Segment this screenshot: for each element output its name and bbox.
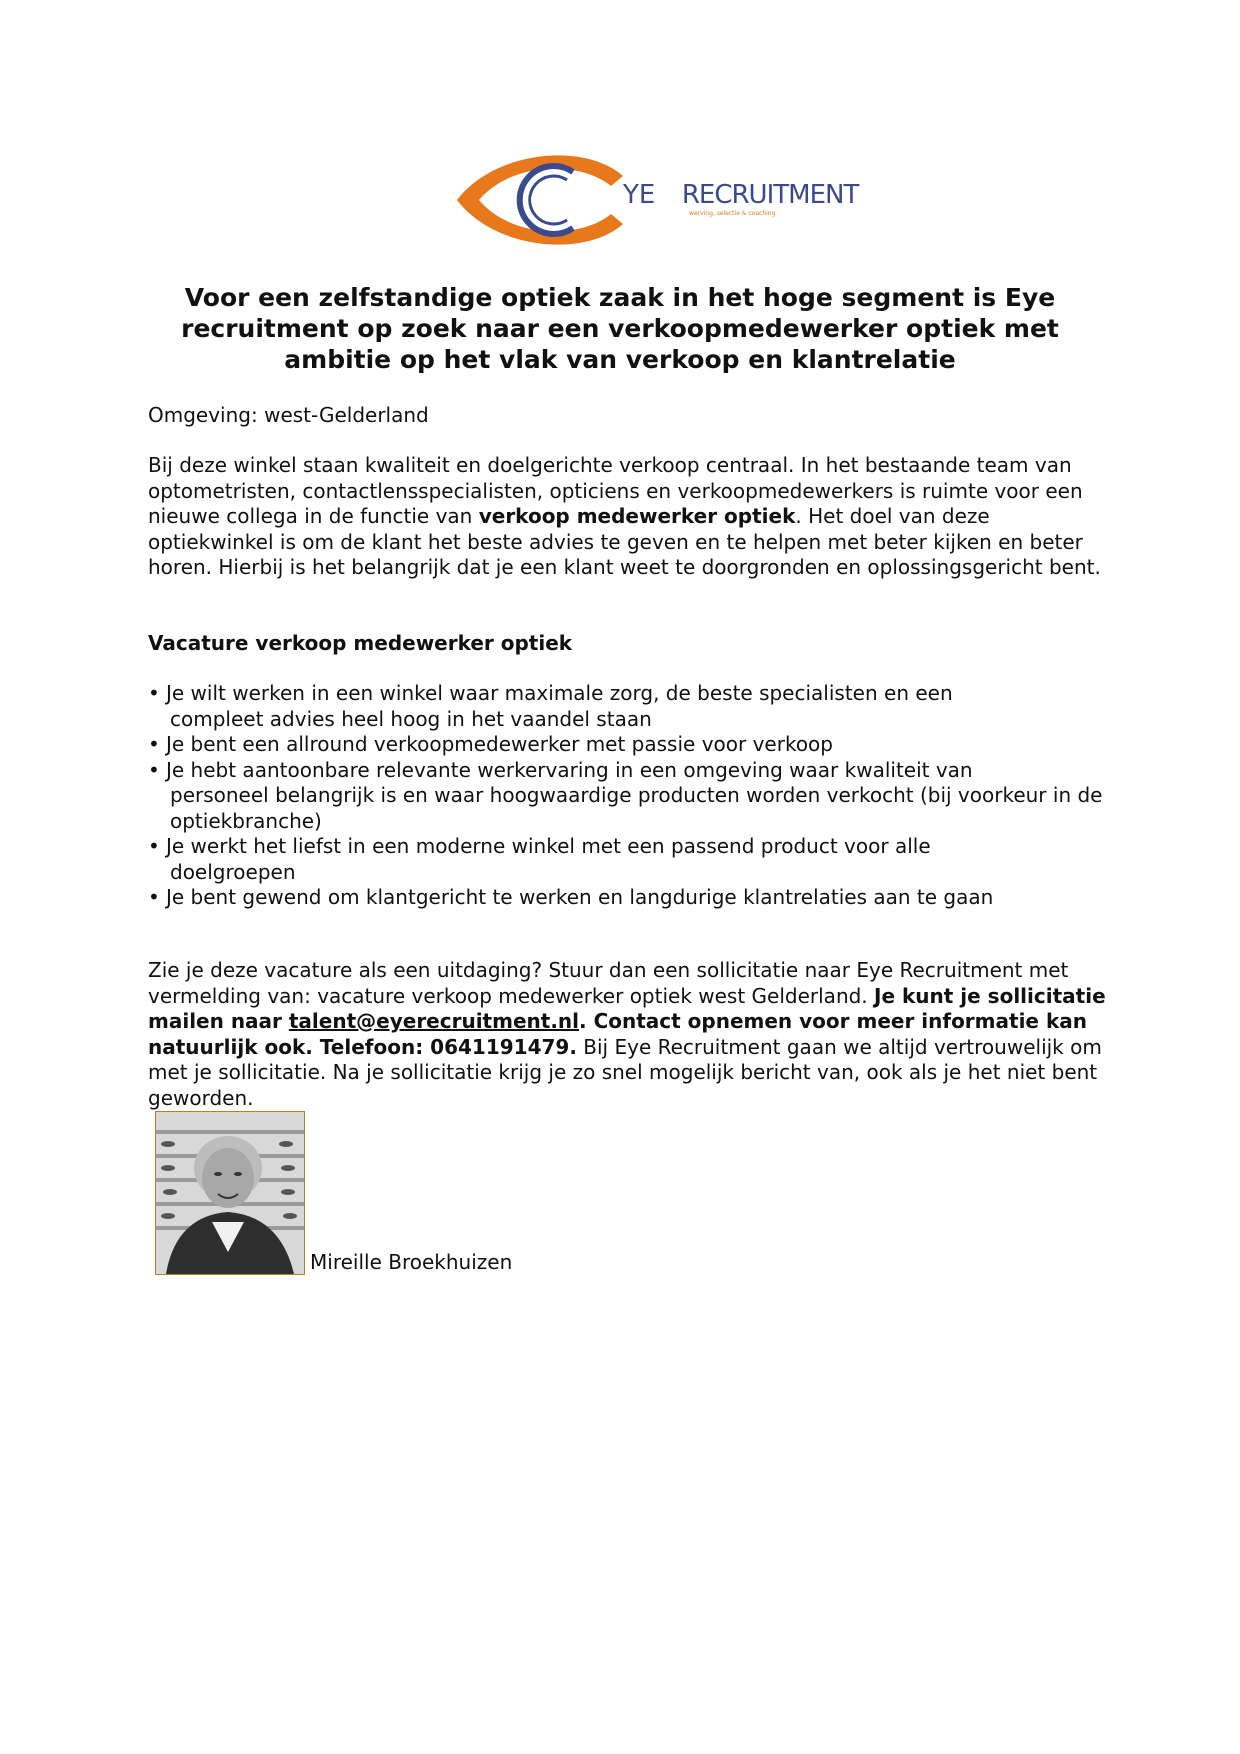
company-logo — [455, 146, 859, 254]
list-item-continuation: personeel belangrijk is en waar hoogwaardige producten worden verkocht (bij voorkeur in de optiekbranche) — [170, 783, 1103, 833]
location-text: Omgeving: west-Gelderland — [148, 403, 429, 427]
signature-name: Mireille Broekhuizen — [310, 1250, 513, 1274]
requirements-list — [148, 681, 1108, 911]
list-item — [148, 758, 1108, 835]
page-title: Voor een zelfstandige optiek zaak in het hoge segment is Eye recruitment op zoek naar een verkoopmedewerker optiek met ambitie op het vlak van verkoop en klantrelatie — [181, 283, 1059, 374]
logo-prefix: YE — [623, 180, 656, 210]
closing-text-2: Bij Eye Recruitment gaan we altijd vertrouwelijk om met je sollicitatie. Na je sollicitatie krijg je zo snel mogelijk bericht van, ook als je het niet bent geworden. — [148, 1034, 1102, 1110]
intro-text-1: Bij deze winkel staan kwaliteit en doelgerichte verkoop centraal. In het bestaande team van optometristen, contactlensspecialisten, opticiens en verkoopmedewerkers is ruimte voor een nieuwe collega in de functie van — [148, 453, 1083, 528]
logo-tagline: werving, selectie & coaching — [689, 210, 776, 217]
list-item — [148, 885, 1108, 911]
list-item — [148, 681, 1108, 732]
list-item-text: Je wilt werken in een winkel waar maximale zorg, de beste specialisten en een — [166, 681, 953, 705]
list-item-continuation: doelgroepen — [170, 859, 296, 884]
closing-bold-2: . Contact opnemen voor meer informatie kan natuurlijk ook. Telefoon: 0641191479. — [148, 1009, 1087, 1059]
closing-paragraph — [148, 958, 1108, 1111]
intro-paragraph — [148, 453, 1108, 581]
list-item-text: Je bent gewend om klantgericht te werken en langdurige klantrelaties aan te gaan — [166, 885, 994, 909]
list-item-continuation: compleet advies heel hoog in het vaandel staan — [170, 706, 652, 731]
location-line — [148, 403, 1108, 429]
list-item-text: Je werkt het liefst in een moderne winkel met een passend product voor alle — [166, 834, 931, 858]
closing-bold-1: Je kunt je sollicitatie mailen naar — [148, 983, 1106, 1033]
list-item-text: Je bent een allround verkoopmedewerker met passie voor verkoop — [166, 732, 833, 756]
recruiter-photo — [155, 1111, 305, 1275]
intro-highlight: verkoop medewerker optiek — [478, 504, 796, 528]
logo-wordmark — [623, 180, 858, 210]
intro-text-2: . Het doel van deze optiekwinkel is om de klant het beste advies te geven en te helpen met beter kijken en beter horen. Hierbij is het belangrijk dat je een klant weet te doorgronden en oplossingsgericht bent. — [148, 504, 1101, 579]
list-item — [148, 834, 1108, 885]
list-item-text: Je hebt aantoonbare relevante werkervaring in een omgeving waar kwaliteit van — [166, 757, 973, 782]
section-heading: Vacature verkoop medewerker optiek — [148, 631, 573, 655]
closing-text-1: Zie je deze vacature als een uitdaging? Stuur dan een sollicitatie naar Eye Recruitment met vermelding van: vacature verkoop medewerker optiek west Gelderland. — [148, 958, 1069, 1008]
email-link[interactable]: talent@eyerecruitment.nl — [288, 1009, 580, 1033]
list-item — [148, 732, 1108, 758]
portrait-image — [156, 1112, 304, 1274]
logo-name: RECRUITMENT — [681, 180, 859, 210]
